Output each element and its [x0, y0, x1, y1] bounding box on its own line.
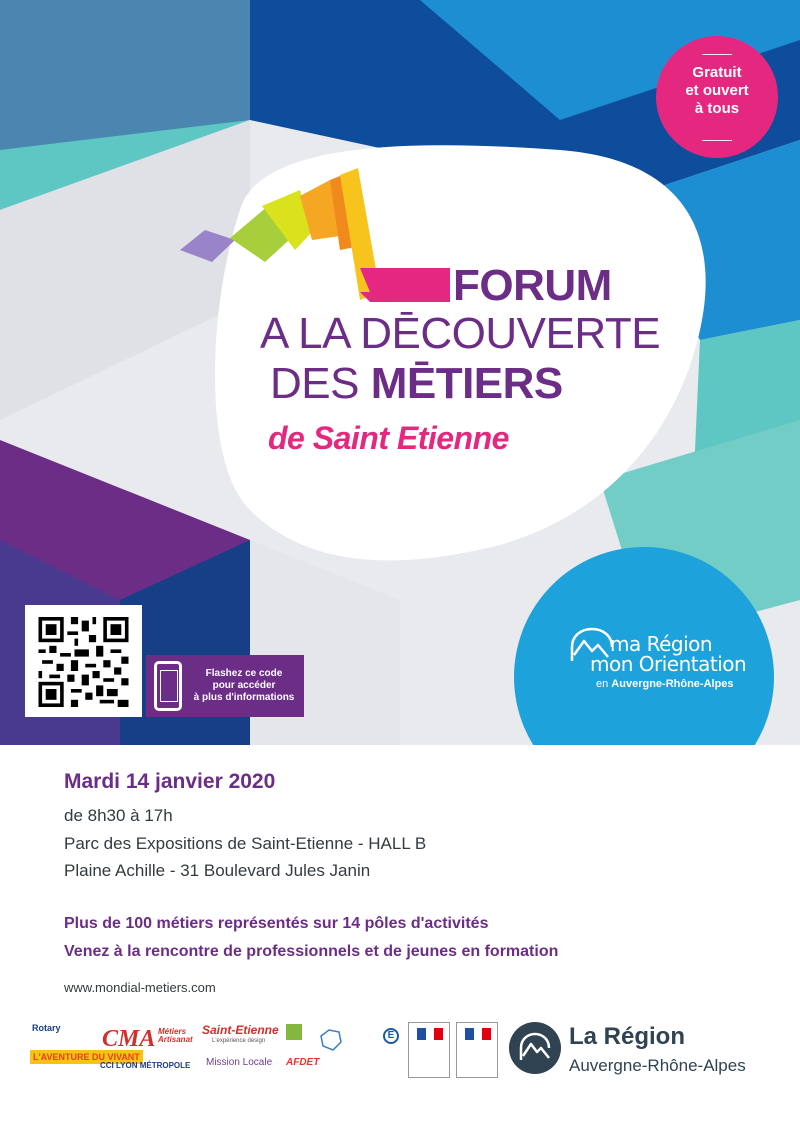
orientation-region: Auvergne-Rhône-Alpes [611, 678, 734, 690]
region-mountain-icon [509, 1022, 561, 1074]
flash-line-2: pour accéder [212, 680, 276, 691]
title-metiers-bold: MĒTIERS [370, 359, 563, 408]
highlight-metiers: Plus de 100 métiers représentés sur 14 pôles d'activités [64, 915, 489, 932]
flash-line-1: Flashez ce code [205, 668, 283, 679]
orientation-en: en [596, 678, 612, 690]
badge-line-2: et ouvert [685, 82, 749, 99]
partner-logos [30, 1018, 510, 1088]
flash-instructions [188, 668, 300, 704]
aventure-du-vivant-logo: L'AVENTURE DU VIVANT [30, 1050, 143, 1064]
highlight-rencontre: Venez à la rencontre de professionnels et de jeunes en formation [64, 943, 559, 960]
badge-line-1: Gratuit [692, 64, 742, 81]
region-subtitle: Auvergne-Rhône-Alpes [569, 1056, 746, 1075]
qr-code[interactable] [25, 605, 142, 717]
orientation-line-3 [596, 678, 734, 690]
ministere-agriculture-logo [408, 1022, 450, 1078]
free-badge [656, 36, 778, 158]
region-name: La Région [569, 1023, 686, 1050]
orientation-line-2: mon Orientation [590, 652, 747, 676]
french-flag-icon [465, 1028, 491, 1040]
saint-etienne-logo: Saint-Etienne [202, 1023, 279, 1037]
rotary-logo: Rotary [32, 1023, 61, 1033]
title-forum: FORUM [453, 261, 612, 310]
mission-locale-logo: Mission Locale [206, 1057, 273, 1068]
event-date: Mardi 14 janvier 2020 [64, 770, 276, 793]
flash-line-3: à plus d'informations [193, 692, 295, 703]
cci-logo: CCI LYON MÉTROPOLE [100, 1061, 191, 1070]
website-link[interactable]: www.mondial-metiers.com [64, 980, 216, 995]
badge-rule-bottom [702, 140, 732, 141]
event-hours: de 8h30 à 17h [64, 806, 173, 825]
event-address: Plaine Achille - 31 Boulevard Jules Janin [64, 861, 371, 880]
occitanie-map-icon [317, 1026, 345, 1054]
saint-etienne-tagline: L'expérience design [212, 1038, 266, 1044]
afdet-logo: AFDET [286, 1057, 320, 1068]
smartphone-icon [154, 661, 182, 711]
pij-logo [286, 1024, 302, 1040]
french-flag-icon [417, 1028, 443, 1040]
region-logo-icon [509, 1022, 561, 1074]
cma-metiers-artisanat: Métiers Artisanat [158, 1027, 193, 1044]
badge-rule-top [702, 54, 732, 55]
education-e-logo: E [383, 1028, 399, 1044]
qr-code-image [36, 617, 131, 707]
title-decouverte: A LA DĒCOUVERTE [260, 309, 661, 358]
event-venue: Parc des Expositions de Saint-Etienne - HALL B [64, 834, 427, 853]
svg-text:CMA: CMA [102, 1026, 156, 1052]
title-des: DES [270, 359, 371, 408]
orientation-line-1: ma Région [610, 632, 713, 656]
prefet-region-logo [456, 1022, 498, 1078]
title-metiers [270, 360, 563, 408]
flash-info-panel [146, 655, 304, 717]
title-city: de Saint Etienne [268, 420, 509, 456]
badge-line-3: à tous [694, 100, 740, 117]
